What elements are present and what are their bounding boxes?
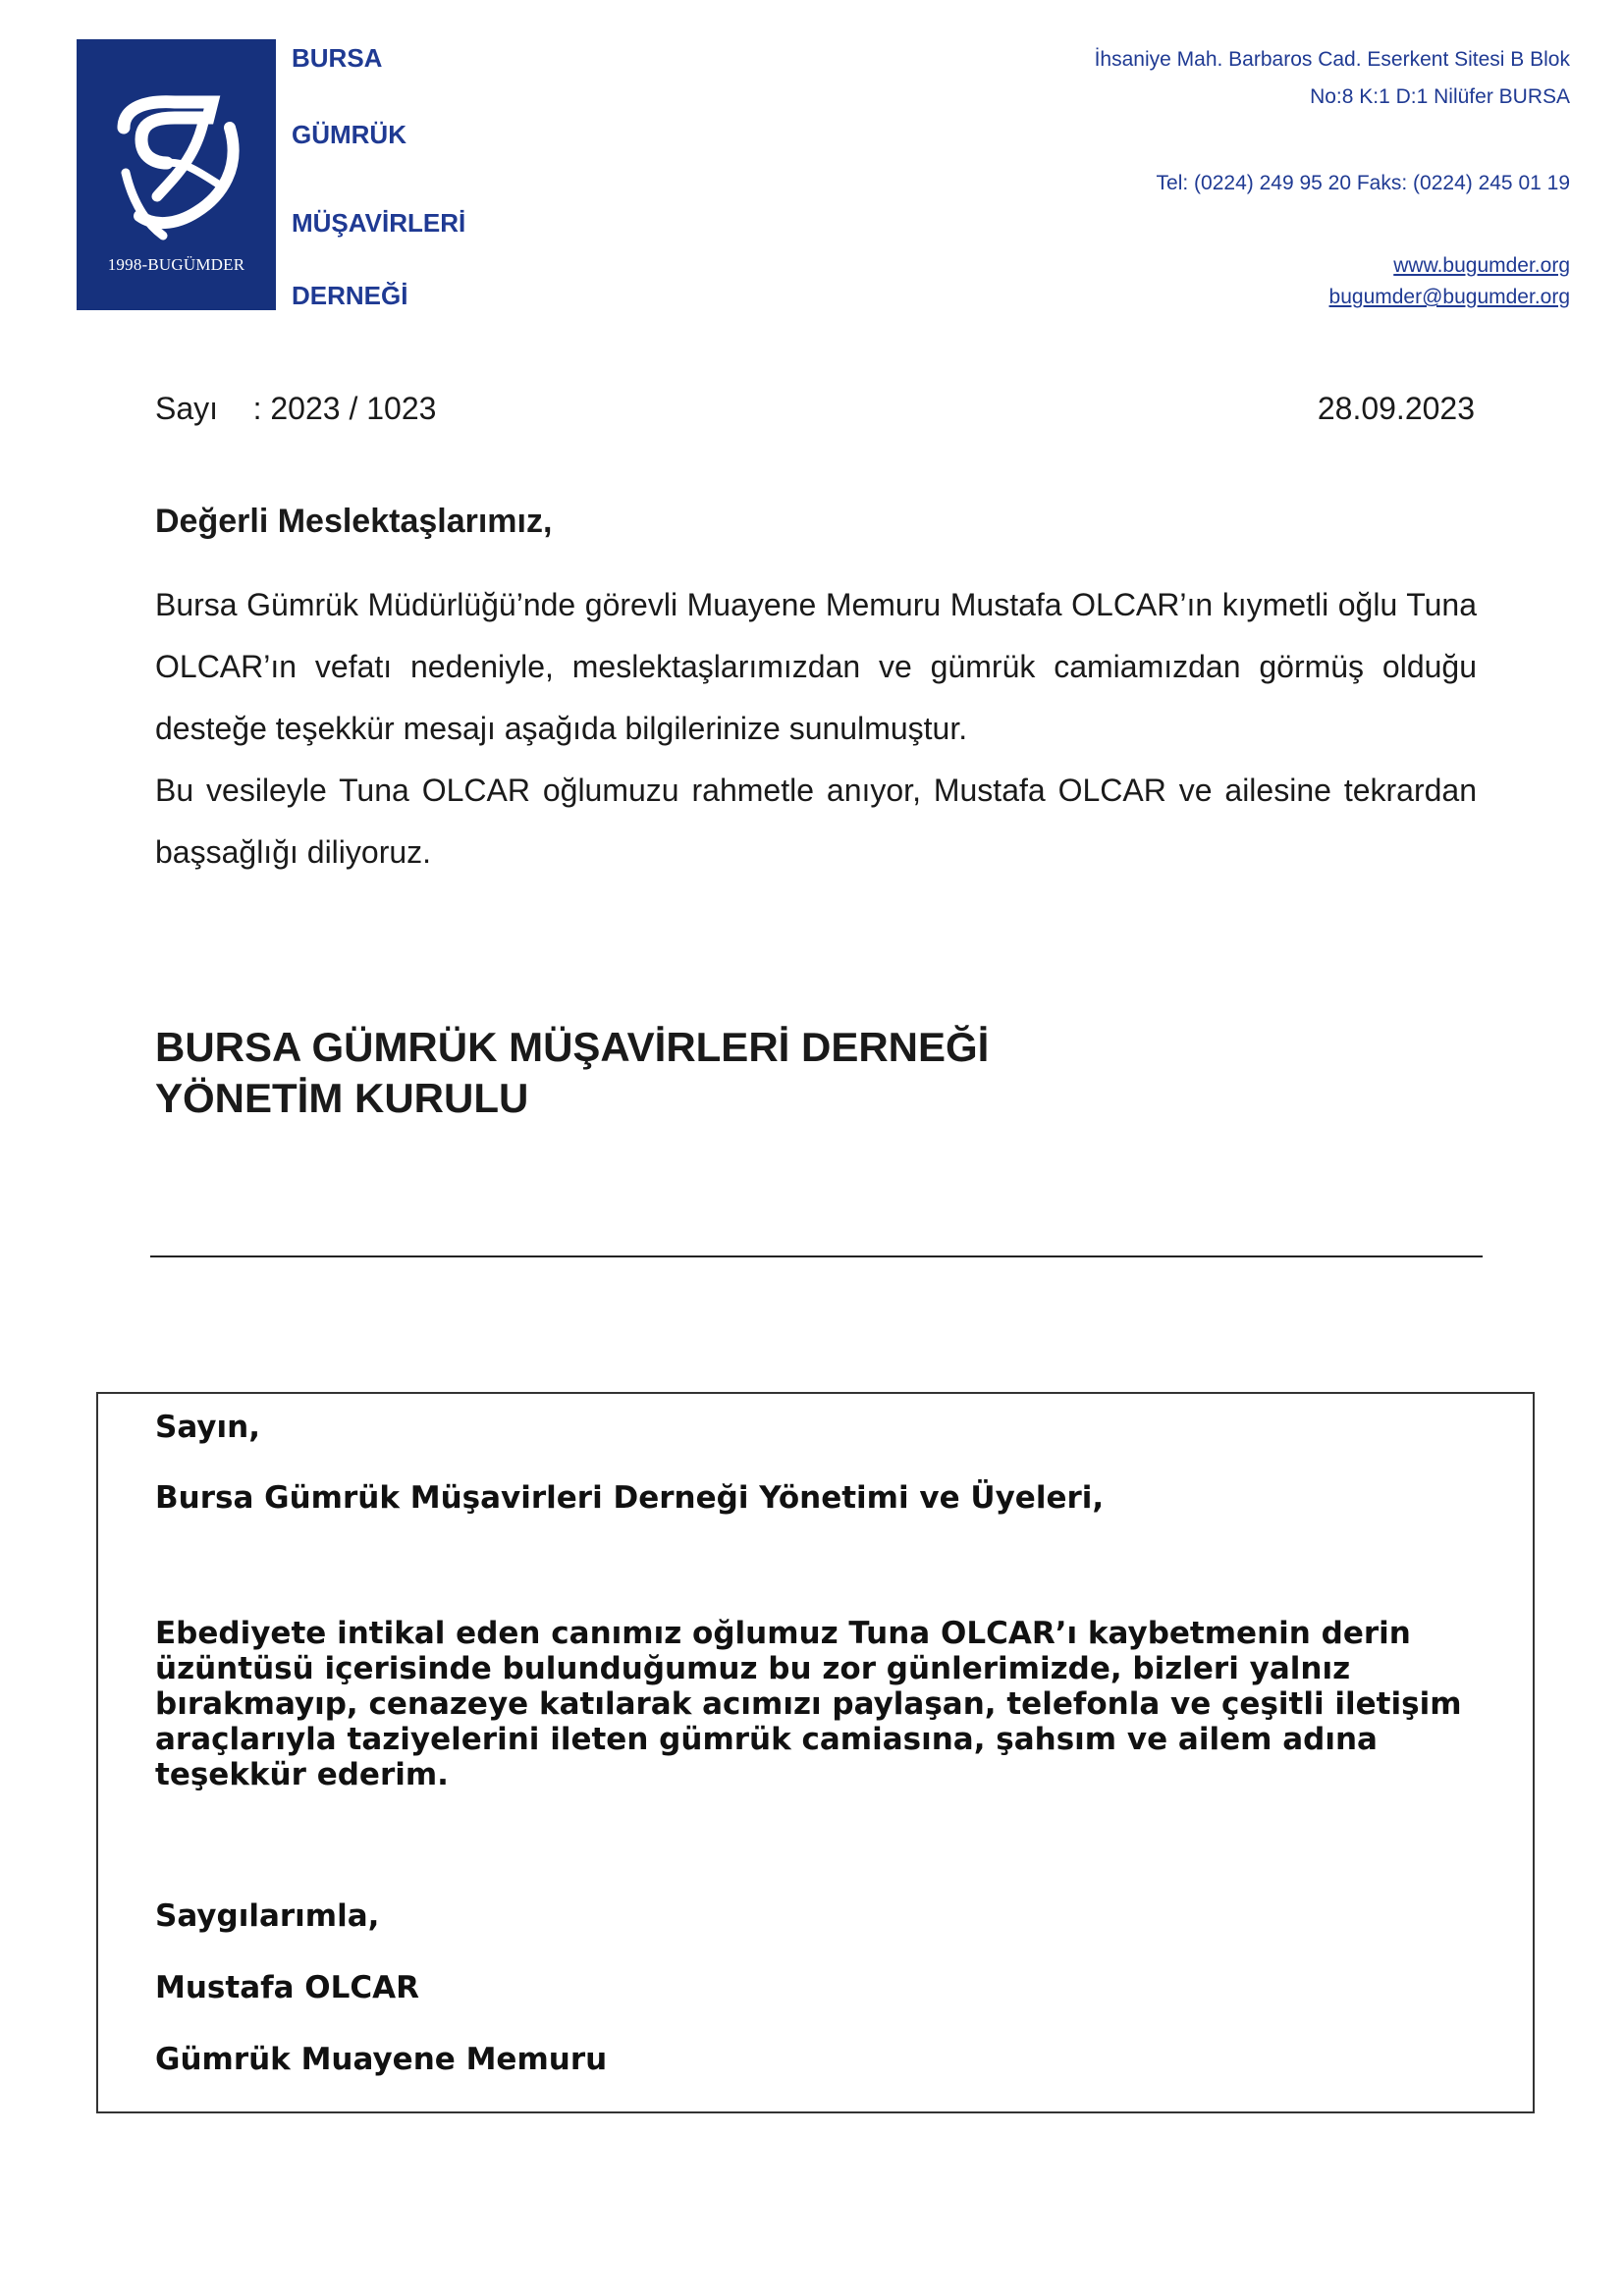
letter-message: Ebediyete intikal eden canımız oğlumuz Tuna OLCAR’ı kaybetmenin derin üzüntüsü içerisinde bulunduğumuz bu zor günlerimizde, bizleri yalnız bırakmayıp, cenazeye katılarak acımızı paylaşan, telefonla ve çeşitli iletişim araçlarıyla taziyelerini ileten gümrük camiasına, şahsım ve ailem adına teşekkür ederim. — [155, 1616, 1462, 1792]
organization-logo — [77, 39, 276, 310]
org-name-line: MÜŞAVİRLERİ — [292, 208, 466, 238]
org-name-line: BURSA — [292, 43, 383, 73]
body-text — [155, 574, 1477, 883]
greeting: Değerli Meslektaşlarımız, — [155, 503, 553, 540]
divider — [150, 1255, 1483, 1257]
signature-block — [155, 1022, 989, 1124]
signature-org: BURSA GÜMRÜK MÜŞAVİRLERİ DERNEĞİ — [155, 1024, 990, 1070]
email-link[interactable]: bugumder@bugumder.org — [1328, 286, 1570, 308]
letter-closing: Saygılarımla, — [155, 1898, 380, 1934]
reference-number: Sayı : 2023 / 1023 — [155, 391, 437, 426]
org-name-line: GÜMRÜK — [292, 120, 406, 149]
letter-salutation: Sayın, — [155, 1410, 260, 1445]
letter-signer-name: Mustafa OLCAR — [155, 1970, 420, 2005]
website-link[interactable]: www.bugumder.org — [1393, 254, 1570, 277]
logo-caption: 1998-BUGÜMDER — [107, 255, 245, 274]
logo-emblem-icon — [106, 79, 253, 245]
signature-board: YÖNETİM KURULU — [155, 1075, 529, 1121]
letter-signer-title: Gümrük Muayene Memuru — [155, 2042, 608, 2077]
phone-fax: Tel: (0224) 249 95 20 Faks: (0224) 245 01 19 — [1156, 172, 1570, 194]
address-line-2: No:8 K:1 D:1 Nilüfer BURSA — [1310, 85, 1570, 108]
thank-you-letter — [96, 1392, 1535, 2113]
org-name-line: DERNEĞİ — [292, 281, 408, 310]
body-paragraph: Bursa Gümrük Müdürlüğü’nde görevli Muayene Memuru Mustafa OLCAR’ın kıymetli oğlu Tuna OLCAR’ın vefatı nedeniyle, meslektaşlarımızdan ve gümrük camiamızdan görmüş olduğu desteğe teşekkür mesajı aşağıda bilgilerinize sunulmuştur. — [155, 587, 1477, 746]
body-paragraph: Bu vesileyle Tuna OLCAR oğlumuzu rahmetle anıyor, Mustafa OLCAR ve ailesine tekrardan başsağlığı diliyoruz. — [155, 773, 1477, 870]
document-date: 28.09.2023 — [1317, 391, 1475, 426]
address-line-1: İhsaniye Mah. Barbaros Cad. Eserkent Sitesi B Blok — [1094, 48, 1570, 71]
letter-addressee: Bursa Gümrük Müşavirleri Derneği Yönetimi ve Üyeleri, — [155, 1480, 1105, 1516]
